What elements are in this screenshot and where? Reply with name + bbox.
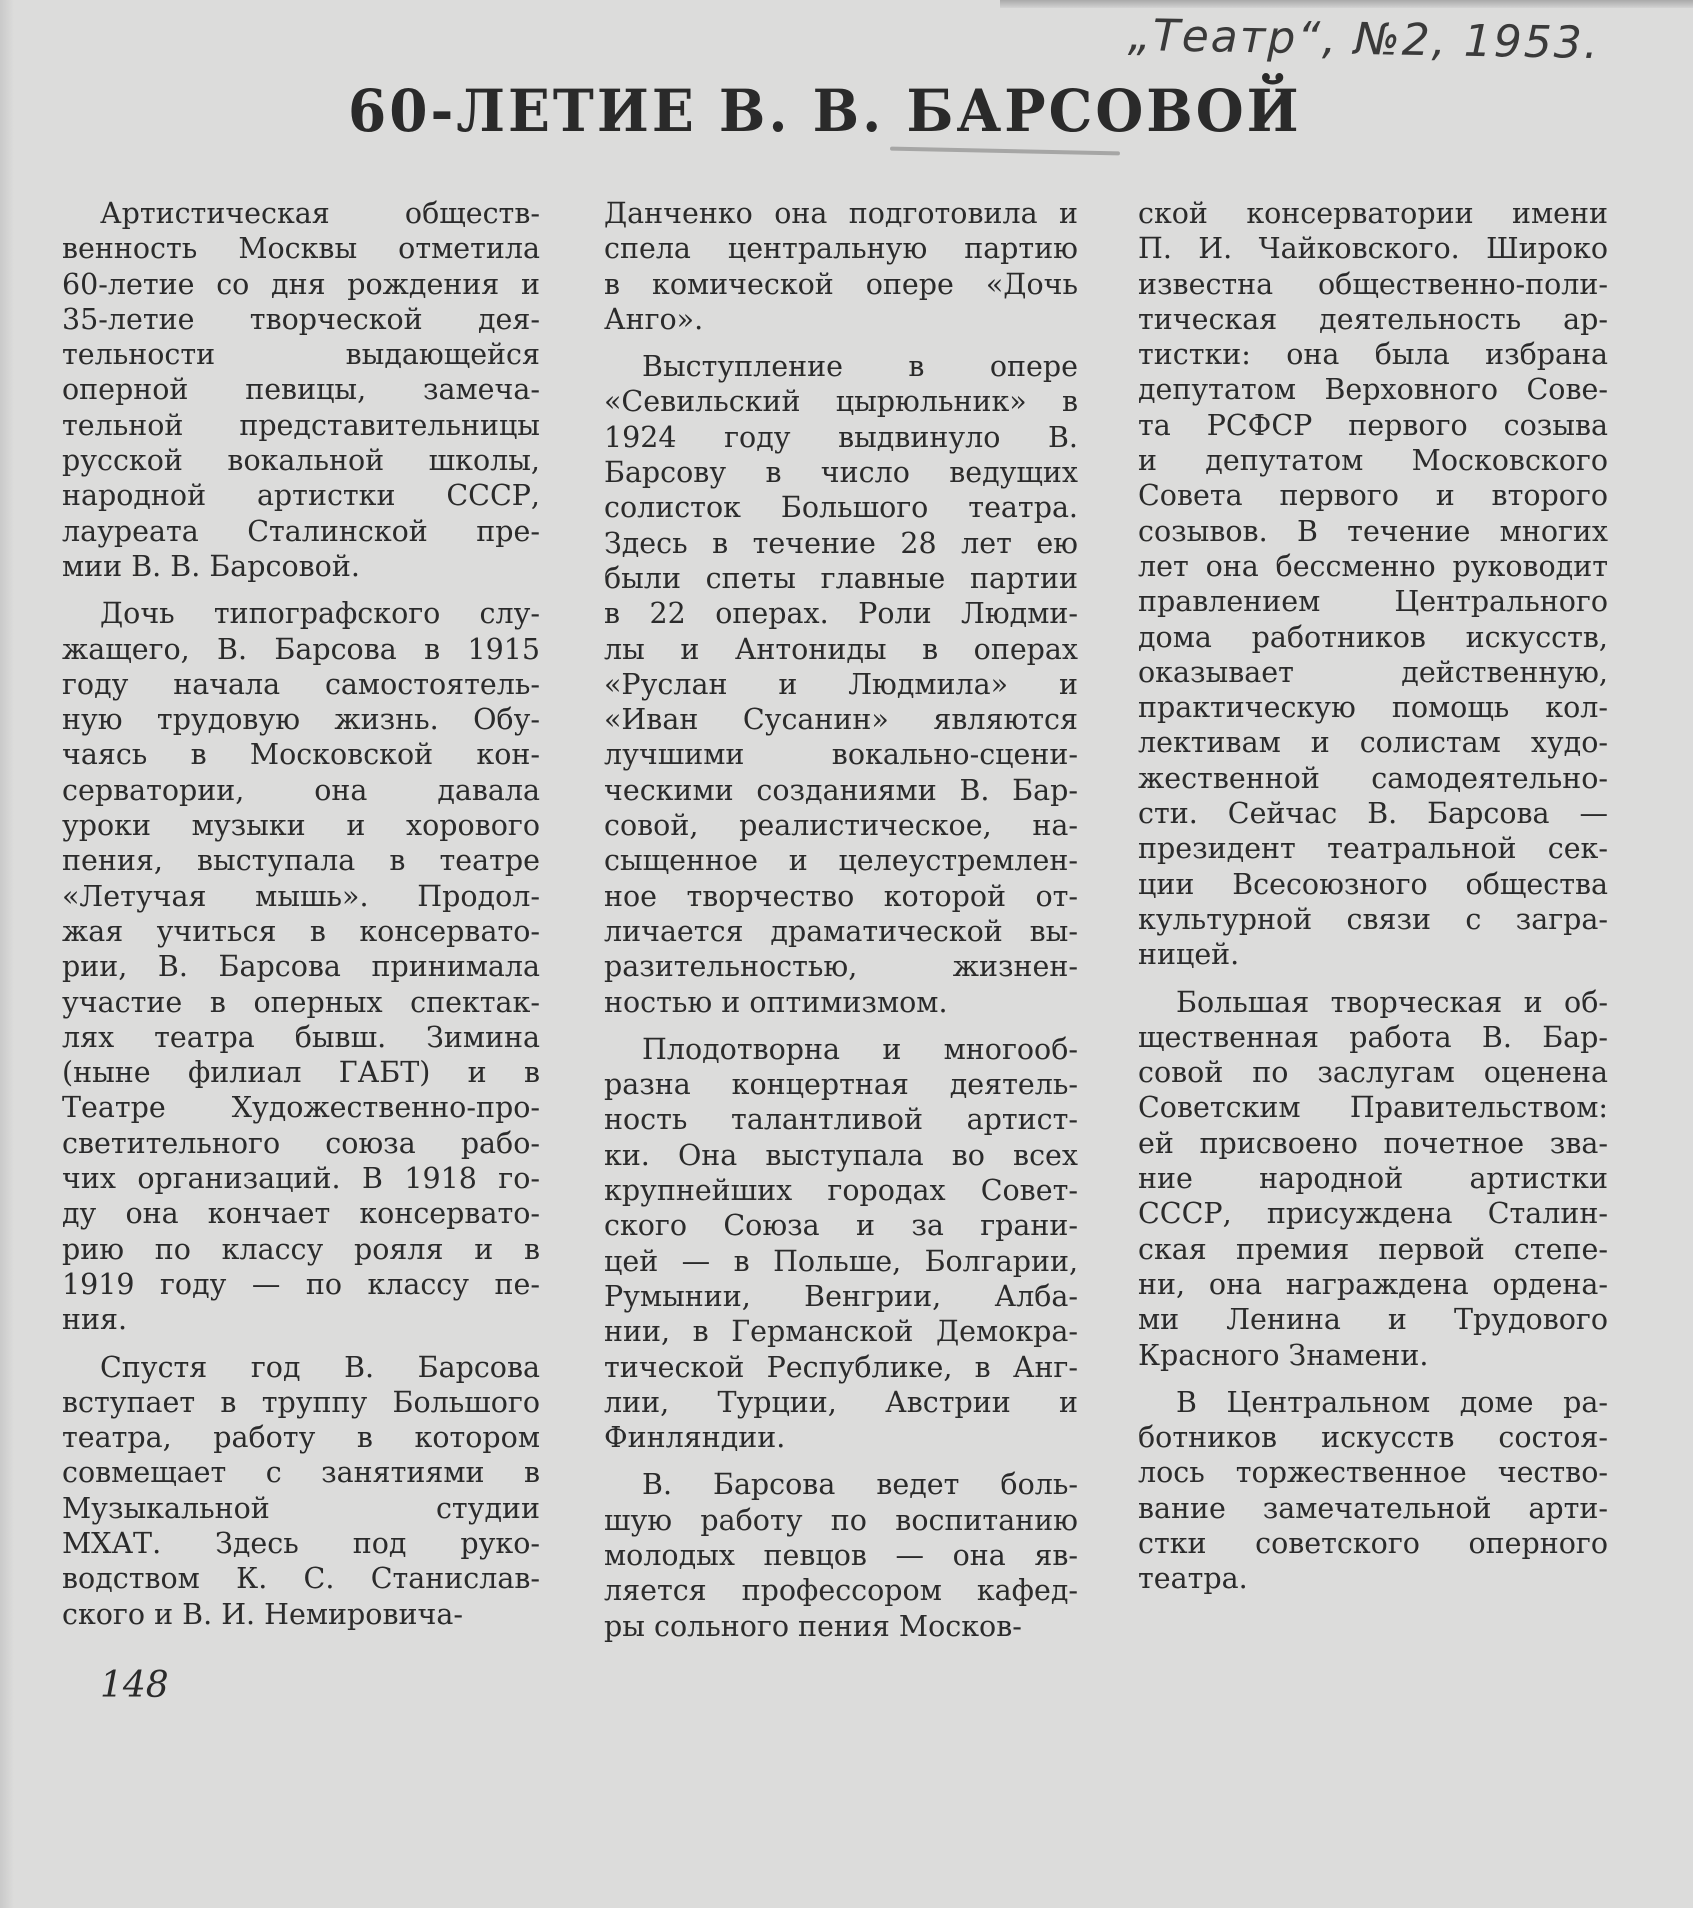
text-line: ние народной артистки xyxy=(1138,1162,1608,1196)
text-line: дома работников искусств, xyxy=(1138,620,1608,654)
text-line: лось торжественное чество- xyxy=(1138,1456,1608,1490)
text-line: были спеты главные партии xyxy=(604,561,1078,595)
article-title: 60-ЛЕТИЕ В. В. БАРСОВОЙ xyxy=(348,76,1302,145)
text-line: лет она бессменно руководит xyxy=(1138,549,1608,583)
text-line: уроки музыки и хорового xyxy=(62,809,540,843)
text-line: жая учиться в консервато- xyxy=(62,914,540,948)
text-line: ми Ленина и Трудового xyxy=(1138,1303,1608,1337)
text-line: Румынии, Венгрии, Алба- xyxy=(604,1279,1078,1313)
article-column-3 xyxy=(1138,196,1608,1609)
text-line: ное творчество которой от- xyxy=(604,879,1078,913)
text-line: серватории, она давала xyxy=(62,773,540,807)
text-line: П. И. Чайковского. Широко xyxy=(1138,232,1608,266)
text-line: Выступление в опере xyxy=(642,350,1078,384)
text-line: ную трудовую жизнь. Обу- xyxy=(62,703,540,737)
text-line: Театре Художественно-про- xyxy=(62,1091,540,1125)
text-line: и депутатом Московского xyxy=(1138,444,1608,478)
pencil-underline xyxy=(890,147,1120,156)
text-line: ницей. xyxy=(1138,938,1240,972)
text-line: ры сольного пения Москов- xyxy=(604,1609,1022,1643)
text-line: Данченко она подготовила и xyxy=(604,197,1078,230)
text-line: Артистическая обществ- xyxy=(100,197,540,230)
text-line: сти. Сейчас В. Барсова — xyxy=(1138,797,1608,831)
text-line: участие в оперных спектак- xyxy=(62,985,540,1019)
text-line: лии, Турции, Австрии и xyxy=(604,1385,1078,1419)
text-line: Совета первого и второго xyxy=(1138,479,1608,513)
text-line: лучшими вокально-сцени- xyxy=(604,738,1078,772)
text-line: СССР, присуждена Сталин- xyxy=(1138,1197,1608,1231)
text-line: молодых певцов — она яв- xyxy=(604,1538,1078,1572)
text-line: рии, В. Барсова принимала xyxy=(62,950,540,984)
text-line: ляется профессором кафед- xyxy=(604,1574,1078,1608)
article-paragraph xyxy=(62,596,540,1337)
text-line: чаясь в Московской кон- xyxy=(62,738,540,772)
text-line: Барсову в число ведущих xyxy=(604,456,1078,490)
text-line: 60-летие со дня рождения и xyxy=(62,267,540,301)
page-number: 148 xyxy=(100,1665,169,1706)
text-line: театра, работу в котором xyxy=(62,1421,540,1455)
text-line: крупнейших городах Совет- xyxy=(604,1174,1078,1208)
text-line: щественная работа В. Бар- xyxy=(1138,1020,1608,1054)
article-paragraph xyxy=(604,349,1078,1020)
text-line: та РСФСР первого созыва xyxy=(1138,408,1608,442)
text-line: ей присвоено почетное зва- xyxy=(1138,1126,1608,1160)
text-line: Дочь типографского слу- xyxy=(100,597,540,631)
text-line: вступает в труппу Большого xyxy=(62,1385,540,1419)
text-line: в комической опере «Дочь xyxy=(604,267,1078,301)
text-line: депутатом Верховного Сове- xyxy=(1138,373,1608,407)
text-line: ность талантливой артист- xyxy=(604,1103,1078,1137)
text-line: культурной связи с загра- xyxy=(1138,902,1608,936)
page-top-shadow xyxy=(1000,0,1693,8)
text-line: ки. Она выступала во всех xyxy=(604,1138,1078,1172)
text-line: ни, она награждена ордена- xyxy=(1138,1267,1608,1301)
text-line: спела центральную партию xyxy=(604,232,1078,266)
text-line: МХАТ. Здесь под руко- xyxy=(62,1526,540,1560)
text-line: разна концертная деятель- xyxy=(604,1068,1078,1102)
text-line: совой по заслугам оценена xyxy=(1138,1056,1608,1090)
text-line: оперной певицы, замеча- xyxy=(62,373,540,407)
text-line: жественной самодеятельно- xyxy=(1138,761,1608,795)
text-line: тистки: она была избрана xyxy=(1138,338,1608,372)
page-left-edge xyxy=(0,0,14,1908)
text-line: нии, в Германской Демокра- xyxy=(604,1315,1078,1349)
text-line: ния. xyxy=(62,1303,128,1337)
text-line: цей — в Польше, Болгарии, xyxy=(604,1244,1078,1278)
text-line: 35-летие творческой дея- xyxy=(62,302,540,336)
text-line: шую работу по воспитанию xyxy=(604,1503,1078,1537)
text-line: правлением Центрального xyxy=(1138,585,1608,619)
text-line: «Севильский цырюльник» в xyxy=(604,385,1078,419)
text-line: в 22 операх. Роли Людми- xyxy=(604,597,1078,631)
text-line: Анго». xyxy=(604,302,704,336)
text-line: венность Москвы отметила xyxy=(62,232,540,266)
text-line: ской консерватории имени xyxy=(1138,197,1608,230)
text-line: году начала самостоятель- xyxy=(62,667,540,701)
text-line: тельности выдающейся xyxy=(62,338,540,372)
text-line: созывов. В течение многих xyxy=(1138,514,1608,548)
text-line: ческими созданиями В. Бар- xyxy=(604,773,1078,807)
handwritten-source-note: „Театр“, №2, 1953. xyxy=(1127,9,1601,70)
text-line: вание замечательной арти- xyxy=(1138,1491,1608,1525)
text-line: Здесь в течение 28 лет ею xyxy=(604,526,1078,560)
text-line: совмещает с занятиями в xyxy=(62,1456,540,1490)
text-line: ции Всесоюзного общества xyxy=(1138,867,1608,901)
text-line: ского Союза и за грани- xyxy=(604,1209,1078,1243)
text-line: солисток Большого театра. xyxy=(604,491,1078,525)
text-line: стки советского оперного xyxy=(1138,1526,1608,1560)
text-line: Советским Правительством: xyxy=(1138,1091,1608,1125)
text-line: мии В. В. Барсовой. xyxy=(62,549,360,583)
text-line: 1919 году — по классу пе- xyxy=(62,1267,540,1301)
text-line: рию по классу рояля и в xyxy=(62,1232,540,1266)
text-line: Спустя год В. Барсова xyxy=(100,1350,540,1384)
article-paragraph xyxy=(604,1467,1078,1643)
article-paragraph xyxy=(1138,196,1608,973)
text-line: «Иван Сусанин» являются xyxy=(604,703,1078,737)
article-column-2 xyxy=(604,196,1078,1656)
text-line: ского и В. И. Немировича- xyxy=(62,1597,463,1631)
text-line: президент театральной сек- xyxy=(1138,832,1608,866)
text-line: 1924 году выдвинуло В. xyxy=(604,420,1078,454)
text-line: тельной представительницы xyxy=(62,408,540,442)
text-line: лективам и солистам худо- xyxy=(1138,726,1608,760)
text-line: оказывает действенную, xyxy=(1138,655,1608,689)
text-line: разительностью, жизнен- xyxy=(604,950,1078,984)
text-line: ду она кончает консервато- xyxy=(62,1197,540,1231)
text-line: «Руслан и Людмила» и xyxy=(604,667,1078,701)
text-line: В Центральном доме ра- xyxy=(1176,1385,1608,1419)
text-line: Красного Знамени. xyxy=(1138,1338,1429,1372)
text-line: лы и Антониды в операх xyxy=(604,632,1078,666)
article-paragraph xyxy=(1138,985,1608,1373)
text-line: Музыкальной студии xyxy=(62,1491,540,1525)
text-line: ботников искусств состоя- xyxy=(1138,1421,1608,1455)
text-line: (ныне филиал ГАБТ) и в xyxy=(62,1056,540,1090)
text-line: тическая деятельность ар- xyxy=(1138,302,1608,336)
text-line: жащего, В. Барсова в 1915 xyxy=(62,632,540,666)
text-line: народной артистки СССР, xyxy=(62,479,540,513)
text-line: практическую помощь кол- xyxy=(1138,691,1608,725)
text-line: лях театра бывш. Зимина xyxy=(62,1020,540,1054)
text-line: светительного союза рабо- xyxy=(62,1126,540,1160)
text-line: театра. xyxy=(1138,1562,1248,1596)
text-line: совой, реалистическое, на- xyxy=(604,809,1078,843)
article-paragraph xyxy=(62,196,540,584)
text-line: пения, выступала в театре xyxy=(62,844,540,878)
text-line: Плодотворна и многооб- xyxy=(642,1032,1078,1066)
article-column-1 xyxy=(62,196,540,1644)
text-line: известна общественно-поли- xyxy=(1138,267,1608,301)
text-line: «Летучая мышь». Продол- xyxy=(62,879,540,913)
article-paragraph xyxy=(604,1032,1078,1456)
text-line: русской вокальной школы, xyxy=(62,444,540,478)
text-line: сыщенное и целеустремлен- xyxy=(604,844,1078,878)
text-line: ностью и оптимизмом. xyxy=(604,985,948,1019)
article-paragraph xyxy=(604,196,1078,337)
text-line: тической Республике, в Анг- xyxy=(604,1350,1078,1384)
text-line: ская премия первой степе- xyxy=(1138,1232,1608,1266)
text-line: водством К. С. Станислав- xyxy=(62,1562,540,1596)
article-paragraph xyxy=(1138,1385,1608,1597)
text-line: лауреата Сталинской пре- xyxy=(62,514,540,548)
article-paragraph xyxy=(62,1350,540,1632)
text-line: Большая творческая и об- xyxy=(1176,985,1608,1019)
text-line: чих организаций. В 1918 го- xyxy=(62,1162,540,1196)
text-line: В. Барсова ведет боль- xyxy=(642,1468,1078,1502)
text-line: Финляндии. xyxy=(604,1421,786,1455)
text-line: личается драматической вы- xyxy=(604,914,1078,948)
